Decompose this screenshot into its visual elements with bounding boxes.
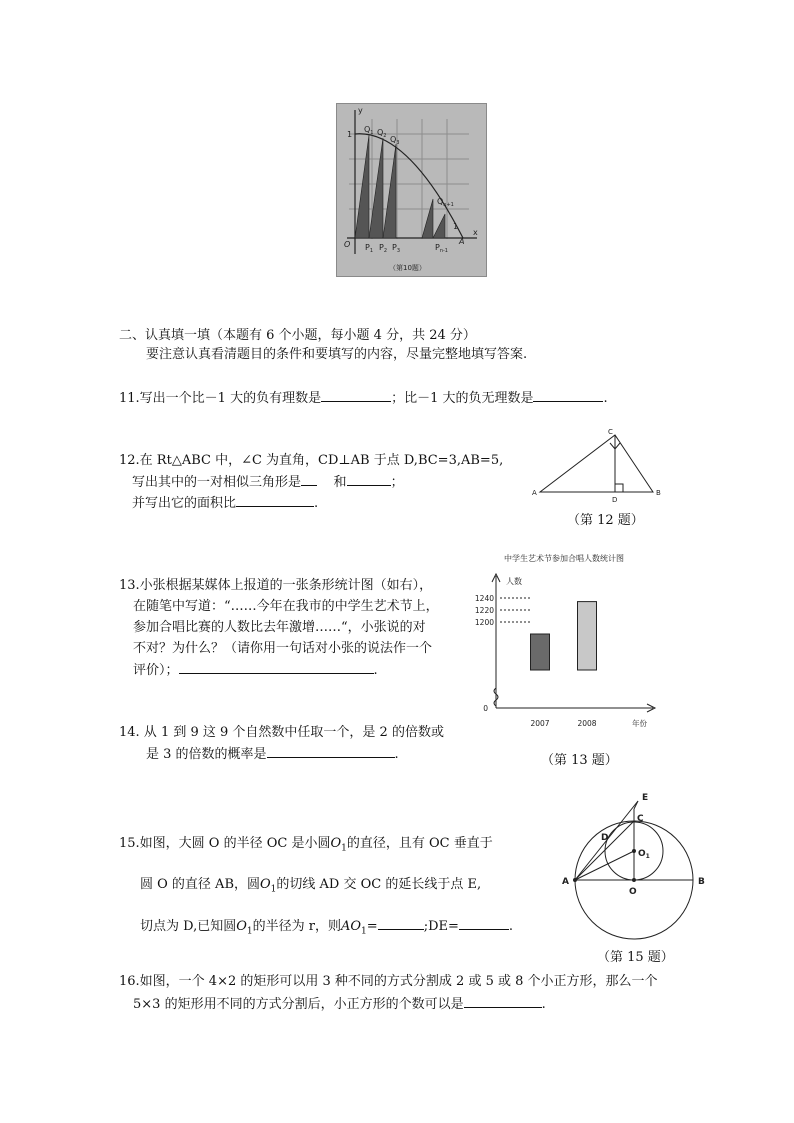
fig10-q2: $Q_2$ [377, 128, 387, 139]
q16-blank[interactable] [464, 995, 542, 1008]
q16-line-1: 16.如图，一个 4×2 的矩形可以用 3 种不同的方式分割成 2 或 5 或 8 个小正方形，那么一个 [119, 974, 658, 989]
figure-13-bar-chart [470, 548, 670, 733]
q14-blank[interactable] [267, 745, 395, 758]
q15-o1-b-sub: 1 [270, 884, 277, 895]
q15-line-2 [140, 876, 481, 899]
fig10-q3: $Q_3$ [390, 135, 400, 146]
q12-line-2 [132, 473, 404, 492]
fig10-pn: $P_{n-1}$ [435, 243, 448, 254]
chart-bars [531, 602, 597, 670]
q12-end: . [314, 496, 319, 511]
fig10-y-label: y [358, 106, 363, 115]
ytick-1200: 1200 [474, 618, 494, 627]
q13-end: . [373, 663, 378, 678]
q13-text-5: 评价）； [133, 663, 179, 678]
figure-10-graph [337, 104, 486, 276]
figure-15-circles [560, 783, 720, 943]
q14-line-1: 14. 从 1 到 9 这 9 个自然数中任取一个，是 2 的倍数或 [119, 725, 444, 740]
q15-text-1b: 的直径，且有 OC 垂直于 [346, 836, 493, 851]
q15-o1-a-sub: 1 [341, 843, 347, 854]
q15-text-2a: 圆 O 的直径 AB，圆 [140, 877, 260, 892]
q13-line-5 [133, 661, 378, 680]
q11-text-1: 11.写出一个比－1 大的负有理数是 [119, 391, 322, 406]
fig10-p3: $P_3$ [392, 243, 401, 254]
q12-blank-1[interactable] [301, 473, 317, 486]
q16-text-2: 5×3 的矩形用不同的方式分割后，小正方形的个数可以是 [133, 997, 464, 1012]
figure-12-triangle [528, 425, 668, 505]
xtick-2007: 2007 [530, 719, 550, 728]
fig12-label-b: B [656, 489, 661, 497]
q12-text-2a: 写出其中的一对相似三角形是 [132, 475, 302, 490]
q15-text-3c: = [366, 919, 378, 934]
fig15-label-b: B [698, 877, 705, 887]
q12-line-1: 12.在 Rt△ABC 中，∠C 为直角，CD⊥AB 于点 D,BC=3,AB=5, [119, 453, 504, 468]
q14-text-2: 是 3 的倍数的概率是 [146, 747, 267, 762]
q15-text-2b: 的切线 AD 交 OC 的延长线于点 E, [276, 877, 482, 892]
q15-end: . [508, 919, 514, 934]
fig10-caption: （第10题） [389, 264, 426, 272]
fig15-label-o1: $O_1$ [638, 849, 650, 860]
fig10-qn: $Q_{n+1}$ [437, 197, 454, 208]
figure-13-caption: （第 13 题） [541, 753, 618, 768]
q11-end: . [603, 391, 608, 406]
q15-o1-a: O [330, 836, 342, 851]
q15-line-3 [140, 917, 513, 941]
q15-blank-2[interactable] [459, 917, 509, 930]
q12-line-3 [132, 494, 318, 513]
figure-10-photo [336, 103, 487, 277]
q13-blank[interactable] [179, 661, 374, 674]
q11-blank-2[interactable] [533, 389, 603, 402]
section-heading: 二、认真填一填（本题有 6 个小题，每小题 4 分，共 24 分） [119, 328, 476, 343]
q14-line-2 [146, 745, 399, 764]
fig12-label-d: D [612, 496, 618, 504]
fig15-label-e: E [642, 793, 649, 803]
q15-o1-b: O [260, 877, 271, 892]
q12-text-2b: 和 [333, 475, 347, 490]
fig10-p1: $P_1$ [365, 243, 374, 254]
q13-line-1: 13.小张根据某媒体上报道的一张条形统计图（如右）， [119, 578, 433, 593]
q15-line-1 [119, 835, 493, 858]
chart-ylabel: 人数 [506, 577, 522, 586]
ytick-0: 0 [483, 704, 488, 713]
chart-xlabel: 年份 [632, 719, 647, 728]
q14-end: . [394, 747, 399, 762]
fig12-label-a: A [532, 489, 537, 497]
fig15-label-a: A [562, 877, 569, 887]
fig10-origin: O [344, 240, 351, 249]
chart-title: 中学生艺术节参加合唱人数统计图 [504, 554, 624, 563]
q12-blank-3[interactable] [236, 494, 314, 507]
q13-line-2: 在随笔中写道：“……今年在我市的中学生艺术节上， [133, 599, 439, 614]
q11-blank-1[interactable] [321, 389, 391, 402]
q16-end: . [541, 997, 546, 1012]
fig10-point-a: A [459, 237, 465, 246]
fig10-x-label: x [473, 228, 478, 237]
q16-line-2 [133, 995, 546, 1014]
q12-text-3: 并写出它的面积比 [132, 496, 237, 511]
q15-text-3a: 切点为 D,已知圆 [140, 919, 237, 934]
figure-15-caption: （第 15 题） [597, 950, 674, 965]
xtick-2008: 2008 [577, 719, 597, 728]
q13-line-3: 参加合唱比赛的人数比去年激增……“，小张说的对 [133, 620, 426, 635]
q15-ao: AO [341, 919, 362, 934]
q15-text-1a: 15.如图，大圆 O 的半径 OC 是小圆 [119, 836, 331, 851]
figure-12-caption: （第 12 题） [567, 513, 644, 528]
ytick-1220: 1220 [474, 606, 494, 615]
q12-text-2c: ； [390, 475, 404, 490]
q12-blank-2[interactable] [347, 473, 391, 486]
q13-line-4: 不对？为什么？（请你用一句话对小张的说法作一个 [133, 641, 433, 656]
fig15-label-d: D [601, 833, 609, 843]
fig10-p2: $P_2$ [379, 243, 388, 254]
fig15-label-o: O [629, 887, 637, 897]
section-instruction: 要注意认真看清题目的条件和要填写的内容，尽量完整地填写答案. [146, 347, 528, 362]
q11-text-2: ；比－1 大的负无理数是 [391, 391, 534, 406]
fig10-one-x: 1 [453, 222, 459, 231]
fig10-q1: $Q_1$ [364, 125, 374, 136]
q15-text-3b: 的半径为 r，则 [252, 919, 341, 934]
fig15-label-c: C [637, 814, 644, 824]
q15-text-3d: ;DE= [423, 919, 459, 934]
q15-blank-1[interactable] [378, 917, 424, 930]
bar-2008 [578, 602, 597, 670]
q15-ao-sub: 1 [361, 926, 367, 937]
fig12-label-c: C [608, 428, 613, 436]
fig10-one-y: 1 [347, 130, 353, 139]
q15-o1-c-sub: 1 [246, 926, 253, 937]
ytick-1240: 1240 [474, 594, 494, 603]
question-11 [119, 389, 608, 408]
bar-2007 [531, 634, 550, 670]
q15-o1-c: O [236, 919, 247, 934]
